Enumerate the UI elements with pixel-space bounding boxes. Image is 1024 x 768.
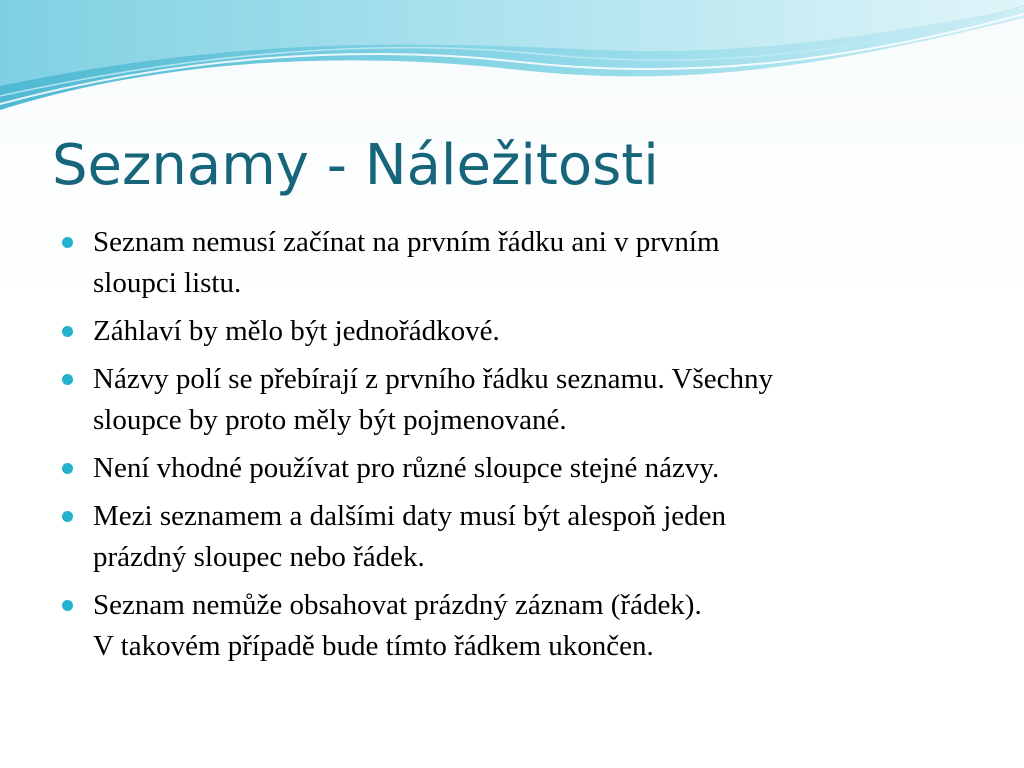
bullet-text-line: Seznam nemusí začínat na prvním řádku ani v prvním xyxy=(93,226,720,258)
slide-title: Seznamy - Náležitosti xyxy=(52,133,659,198)
list-item xyxy=(62,448,962,489)
decorative-wave-header xyxy=(0,0,1024,120)
list-item xyxy=(62,311,962,352)
bullet-icon xyxy=(62,237,73,248)
bullet-text-line: Mezi seznamem a dalšími daty musí být alespoň jeden xyxy=(93,500,727,532)
bullet-text-line: prázdný sloupec nebo řádek. xyxy=(93,541,425,573)
bullet-icon xyxy=(62,511,73,522)
bullet-icon xyxy=(62,326,73,337)
list-item xyxy=(62,585,962,667)
list-item xyxy=(62,496,962,578)
list-item xyxy=(62,359,962,441)
bullet-text-line: Není vhodné používat pro různé sloupce stejné názvy. xyxy=(93,452,720,484)
bullet-icon xyxy=(62,463,73,474)
bullet-icon xyxy=(62,374,73,385)
bullet-icon xyxy=(62,600,73,611)
bullet-text-line: Názvy polí se přebírají z prvního řádku seznamu. Všechny xyxy=(93,363,773,395)
bullet-text-line: sloupci listu. xyxy=(93,267,242,299)
list-item xyxy=(62,222,962,304)
bullet-text-line: V takovém případě bude tímto řádkem ukončen. xyxy=(93,630,654,662)
bullet-text-line: Seznam nemůže obsahovat prázdný záznam (řádek). xyxy=(93,589,702,621)
bullet-text-line: Záhlaví by mělo být jednořádkové. xyxy=(93,315,500,347)
bullet-list xyxy=(62,222,962,674)
bullet-text-line: sloupce by proto měly být pojmenované. xyxy=(93,404,567,436)
